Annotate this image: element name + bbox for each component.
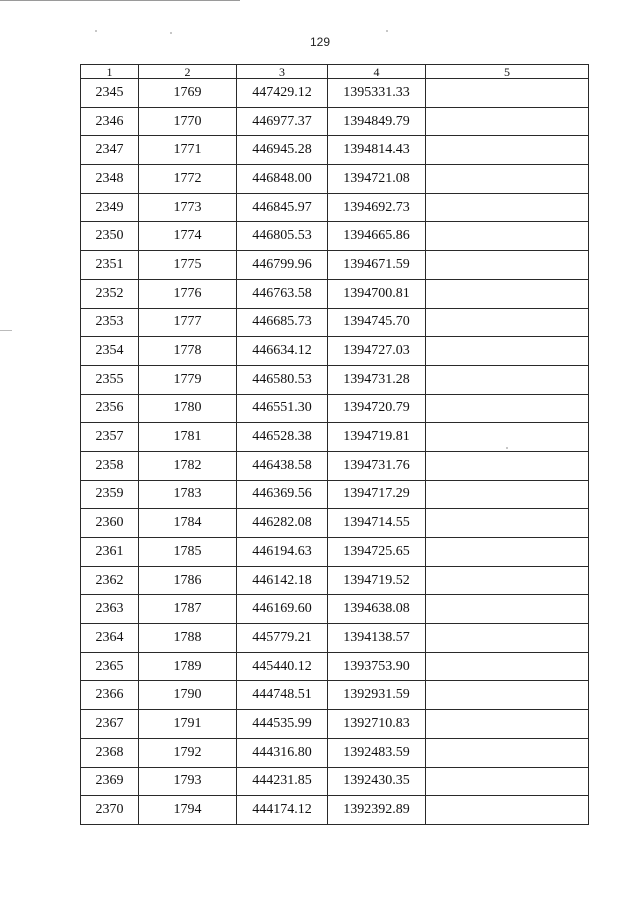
table-cell: 1791 [139, 710, 237, 739]
table-row [81, 652, 589, 681]
table-cell [426, 710, 589, 739]
table-cell: 1394671.59 [328, 251, 426, 280]
table-body [81, 79, 589, 825]
table-row [81, 624, 589, 653]
table-cell: 446580.53 [237, 365, 328, 394]
column-header: 5 [426, 65, 589, 79]
table-row [81, 251, 589, 280]
table-cell: 2367 [81, 710, 139, 739]
table-cell: 2359 [81, 480, 139, 509]
scan-speck [170, 32, 172, 34]
table-cell: 2362 [81, 566, 139, 595]
table-cell: 1786 [139, 566, 237, 595]
table-cell: 446685.73 [237, 308, 328, 337]
table-cell: 2370 [81, 796, 139, 825]
column-header: 4 [328, 65, 426, 79]
table-row [81, 738, 589, 767]
table-cell: 446805.53 [237, 222, 328, 251]
table-cell: 445779.21 [237, 624, 328, 653]
table-cell [426, 193, 589, 222]
table-row [81, 136, 589, 165]
table-cell: 1394717.29 [328, 480, 426, 509]
table-cell: 444535.99 [237, 710, 328, 739]
header-row [81, 65, 589, 79]
table-cell: 2345 [81, 79, 139, 108]
table-cell: 1394849.79 [328, 107, 426, 136]
table-row [81, 451, 589, 480]
table-cell: 444748.51 [237, 681, 328, 710]
table-cell: 1392931.59 [328, 681, 426, 710]
table-cell: 446194.63 [237, 538, 328, 567]
table-cell [426, 595, 589, 624]
table-cell [426, 624, 589, 653]
table-row [81, 308, 589, 337]
table-cell: 446438.58 [237, 451, 328, 480]
table-cell: 2349 [81, 193, 139, 222]
table-cell: 447429.12 [237, 79, 328, 108]
table-cell [426, 365, 589, 394]
table-cell: 1394731.28 [328, 365, 426, 394]
table-cell: 2353 [81, 308, 139, 337]
table-cell: 2346 [81, 107, 139, 136]
column-header: 3 [237, 65, 328, 79]
table-cell [426, 308, 589, 337]
table-cell: 1783 [139, 480, 237, 509]
table-cell: 1776 [139, 279, 237, 308]
table-row [81, 107, 589, 136]
table-cell: 1394665.86 [328, 222, 426, 251]
table-row [81, 222, 589, 251]
scan-speck [95, 30, 97, 32]
table-cell: 2369 [81, 767, 139, 796]
table-cell: 446945.28 [237, 136, 328, 165]
table-cell: 2366 [81, 681, 139, 710]
table-cell: 1394725.65 [328, 538, 426, 567]
margin-mark [0, 330, 12, 331]
table-cell: 1394719.81 [328, 423, 426, 452]
table-cell [426, 251, 589, 280]
table-cell: 2355 [81, 365, 139, 394]
column-header: 2 [139, 65, 237, 79]
table-cell [426, 222, 589, 251]
table-cell [426, 165, 589, 194]
table-cell [426, 796, 589, 825]
table-cell: 1780 [139, 394, 237, 423]
table-cell: 1394719.52 [328, 566, 426, 595]
table-row [81, 394, 589, 423]
table-cell: 2357 [81, 423, 139, 452]
table-cell: 2348 [81, 165, 139, 194]
table-cell: 1777 [139, 308, 237, 337]
table-row [81, 566, 589, 595]
table-cell: 1774 [139, 222, 237, 251]
table-cell: 2365 [81, 652, 139, 681]
table-cell: 1787 [139, 595, 237, 624]
table-cell: 1772 [139, 165, 237, 194]
table-row [81, 279, 589, 308]
table-cell: 446142.18 [237, 566, 328, 595]
table-cell: 1392430.35 [328, 767, 426, 796]
table-cell: 1792 [139, 738, 237, 767]
table-cell: 2360 [81, 509, 139, 538]
table-cell: 1789 [139, 652, 237, 681]
table-cell: 446282.08 [237, 509, 328, 538]
table-cell: 1394638.08 [328, 595, 426, 624]
table-cell: 1394745.70 [328, 308, 426, 337]
table-cell [426, 681, 589, 710]
table-cell: 446977.37 [237, 107, 328, 136]
table-cell [426, 394, 589, 423]
table-cell: 2352 [81, 279, 139, 308]
table-row [81, 365, 589, 394]
table-cell [426, 79, 589, 108]
table-row [81, 193, 589, 222]
table-cell: 446848.00 [237, 165, 328, 194]
table-row [81, 337, 589, 366]
table-row [81, 796, 589, 825]
table-cell: 1394692.73 [328, 193, 426, 222]
table-cell: 446551.30 [237, 394, 328, 423]
table-cell: 2356 [81, 394, 139, 423]
table-cell: 2368 [81, 738, 139, 767]
table-cell: 1782 [139, 451, 237, 480]
table-cell [426, 538, 589, 567]
scan-speck [386, 30, 388, 32]
table-cell: 2347 [81, 136, 139, 165]
table-cell: 1790 [139, 681, 237, 710]
table-cell: 1394731.76 [328, 451, 426, 480]
table-cell [426, 107, 589, 136]
table-cell: 1770 [139, 107, 237, 136]
table-cell: 2363 [81, 595, 139, 624]
table-cell: 1784 [139, 509, 237, 538]
table-cell [426, 136, 589, 165]
table-cell [426, 566, 589, 595]
table-cell: 1394714.55 [328, 509, 426, 538]
table-cell [426, 738, 589, 767]
table-row [81, 165, 589, 194]
table-cell: 1779 [139, 365, 237, 394]
table-cell: 1773 [139, 193, 237, 222]
table-cell: 1394138.57 [328, 624, 426, 653]
table-cell: 1785 [139, 538, 237, 567]
table-cell: 1794 [139, 796, 237, 825]
table-cell: 1394700.81 [328, 279, 426, 308]
table-cell: 1793 [139, 767, 237, 796]
table-cell: 1393753.90 [328, 652, 426, 681]
table-cell: 1394727.03 [328, 337, 426, 366]
table-cell [426, 337, 589, 366]
table-row [81, 423, 589, 452]
table-cell: 2364 [81, 624, 139, 653]
table-row [81, 538, 589, 567]
table-cell: 446169.60 [237, 595, 328, 624]
table-cell: 1771 [139, 136, 237, 165]
table-cell: 446634.12 [237, 337, 328, 366]
table-cell [426, 480, 589, 509]
top-edge-rule [0, 0, 240, 1]
table-cell: 2354 [81, 337, 139, 366]
table-row [81, 767, 589, 796]
table-cell [426, 279, 589, 308]
table-cell: 1394721.08 [328, 165, 426, 194]
table-cell: 445440.12 [237, 652, 328, 681]
table-row [81, 595, 589, 624]
table-cell: 1775 [139, 251, 237, 280]
table-cell: 1781 [139, 423, 237, 452]
column-header: 1 [81, 65, 139, 79]
table-cell: 1395331.33 [328, 79, 426, 108]
table-cell: 446369.56 [237, 480, 328, 509]
table-cell: 1769 [139, 79, 237, 108]
page-number: 129 [309, 35, 331, 49]
table-cell: 446763.58 [237, 279, 328, 308]
table-cell: 446845.97 [237, 193, 328, 222]
table-cell: 1392392.89 [328, 796, 426, 825]
table-cell: 2351 [81, 251, 139, 280]
table-row [81, 79, 589, 108]
table-row [81, 509, 589, 538]
table-cell: 1392483.59 [328, 738, 426, 767]
table-cell: 1788 [139, 624, 237, 653]
table-cell: 444231.85 [237, 767, 328, 796]
table-cell [426, 451, 589, 480]
table-row [81, 480, 589, 509]
table-cell: 446528.38 [237, 423, 328, 452]
table-row [81, 710, 589, 739]
table-cell: 444316.80 [237, 738, 328, 767]
table-cell: 2361 [81, 538, 139, 567]
table-cell [426, 652, 589, 681]
table-cell: 2358 [81, 451, 139, 480]
table-cell: 1392710.83 [328, 710, 426, 739]
table-cell [426, 423, 589, 452]
table-cell: 2350 [81, 222, 139, 251]
table-cell [426, 767, 589, 796]
table-cell: 1394814.43 [328, 136, 426, 165]
table-cell [426, 509, 589, 538]
table-cell: 1394720.79 [328, 394, 426, 423]
coordinates-table [80, 64, 589, 825]
table-cell: 444174.12 [237, 796, 328, 825]
table-cell: 1778 [139, 337, 237, 366]
table-cell: 446799.96 [237, 251, 328, 280]
table-row [81, 681, 589, 710]
